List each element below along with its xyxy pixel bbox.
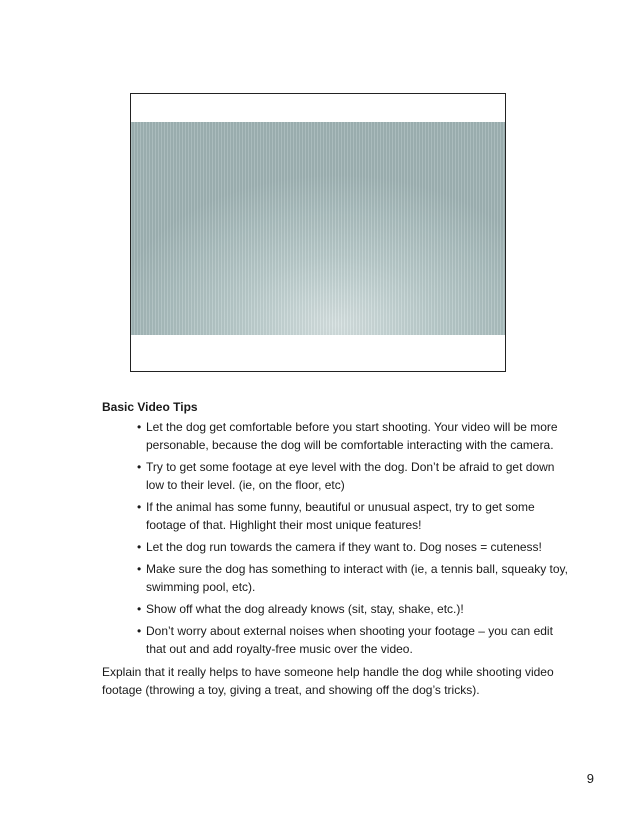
slide-background-image <box>131 122 505 335</box>
explain-paragraph: Explain that it really helps to have someone help handle the dog while shooting video footage (throwing a toy, giving a treat, and showing off the dog’s tricks). <box>102 665 554 697</box>
tip-item: • Don’t worry about external noises when shooting your footage – you can edit that out and add royalty-free music over the video. <box>138 622 572 658</box>
speaker-notes <box>102 398 572 662</box>
tip-item: • Show off what the dog already knows (sit, stay, shake, etc.)! <box>138 600 572 618</box>
tip-item: • Try to get some footage at eye level with the dog. Don’t be afraid to get down low to their level. (ie, on the floor, etc) <box>138 458 572 494</box>
tip-item: • If the animal has some funny, beautiful or unusual aspect, try to get some footage of that. Highlight their most unique features! <box>138 498 572 534</box>
page-number: 9 <box>586 771 594 786</box>
tips-list <box>102 418 572 658</box>
slide-thumbnail <box>130 93 506 372</box>
tip-item: • Let the dog get comfortable before you start shooting. Your video will be more personable, because the dog will be comfortable interacting with the camera. <box>138 418 572 454</box>
tip-item: • Make sure the dog has something to interact with (ie, a tennis ball, squeaky toy, swimming pool, etc). <box>138 560 572 596</box>
notes-heading: Basic Video Tips <box>102 400 198 414</box>
tip-item: • Let the dog run towards the camera if they want to. Dog noses = cuteness! <box>138 538 572 556</box>
